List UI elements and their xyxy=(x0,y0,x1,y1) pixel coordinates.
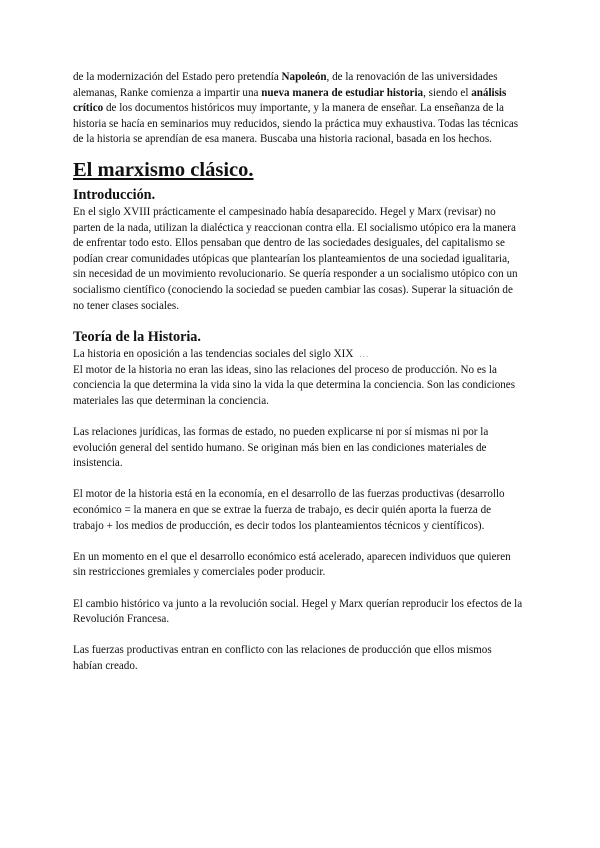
teoria-line-1-text: La historia en oposición a las tendencias sociales del siglo XIX xyxy=(73,348,354,361)
intro-paragraph xyxy=(73,70,523,148)
document-page xyxy=(73,70,523,675)
intro-bold-nueva-manera: nueva manera de estudiar historia xyxy=(261,86,424,99)
teoria-paragraph-5: El cambio histórico va junto a la revolución social. Hegel y Marx querían reproducir los efectos de la Revolución Francesa. xyxy=(73,597,523,626)
teoria-paragraph-4: En un momento en el que el desarrollo económico está acelerado, aparecen individuos que quieren sin restricciones gremiales y comerciales poder producir. xyxy=(73,550,511,579)
teoria-paragraph-6: Las fuerzas productivas entran en conflicto con las relaciones de producción que ellos mismos habían creado. xyxy=(73,644,492,672)
teoria-line-1 xyxy=(73,347,523,363)
teoria-heading: Teoría de la Historia. xyxy=(73,329,201,346)
comment-marker: ... xyxy=(359,349,370,360)
teoria-paragraph-2: Las relaciones jurídicas, las formas de estado, no pueden explicarse ni por sí mismas ni por la evolución general del sentido humano. Se originan más bien en las condiciones materiales de insistencia. xyxy=(73,426,489,470)
teoria-paragraph-3: El motor de la historia está en la economía, en el desarrollo de las fuerzas productivas (desarrollo económico = la manera en que se extrae la fuerza de trabajo, es decir quién aporta la fuerza de trabajo + los medios de producción, es decir todos los planteamientos técnicos y científicos). xyxy=(73,488,505,532)
intro-text-3: , siendo el xyxy=(423,86,472,99)
introduccion-paragraph: En el siglo XVIII prácticamente el campesinado había desaparecido. Hegel y Marx (revisar) no parten de la nada, utilizan la dialéctica y reaccionan contra ella. El socialismo utópico era la manera de enfrentar todo esto. Ellos pensaban que dentro de las sociedades desiguales, del capitalismo se podían crear comunidades utópicas que plantearían los planteamientos de una sociedad igualitaria, sin necesidad de un movimiento revolucionario. Se quería responder a un socialismo utópico con un socialismo científico (conociendo la sociedad se pueden cambiar las cosas). Superar la situación de no tener clases sociales. xyxy=(73,205,518,312)
intro-text-4: de los documentos históricos muy importante, y la manera de enseñar. La enseñanza de la historia se hacía en seminarios muy reducidos, siendo la práctica muy exhaustiva. Todas las técnicas de la historia se aprendían de esa manera. Buscaba una historia racional, basada en los hechos. xyxy=(73,102,519,146)
teoria-paragraph-1: El motor de la historia no eran las ideas, sino las relaciones del proceso de producción. No es la conciencia la que determina la vida sino la vida la que determina la conciencia. Son las condiciones materiales las que determinan la conciencia. xyxy=(73,363,516,407)
introduccion-heading: Introducción. xyxy=(73,186,156,203)
intro-text-1: de la modernización del Estado pero pretendía xyxy=(73,71,282,83)
intro-bold-napoleon: Napoleón xyxy=(281,71,327,83)
section-title: El marxismo clásico. xyxy=(73,158,254,181)
intro-bold-analisis: análisis crítico xyxy=(73,86,507,115)
intro-text-2: , de la renovación de las universidades alemanas, Ranke comienza a impartir una xyxy=(73,71,498,99)
